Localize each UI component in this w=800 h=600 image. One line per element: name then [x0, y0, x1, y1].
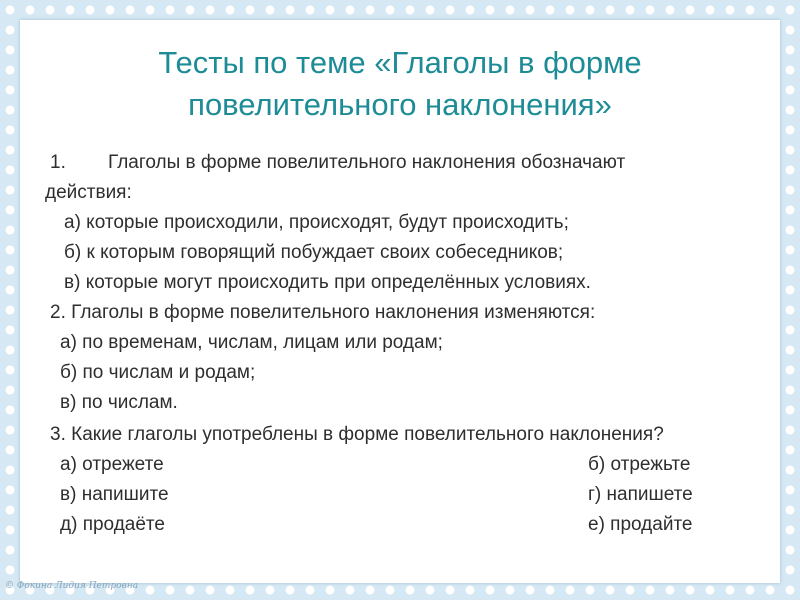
question-3: 3. Какие глаголы употреблены в форме повелительного наклонения?	[50, 424, 664, 445]
title-line-2: повелительного наклонения»	[188, 87, 612, 122]
title-line-1: Тесты по теме «Глаголы в форме	[158, 45, 642, 80]
question-2: 2. Глаголы в форме повелительного наклонения изменяются:	[50, 302, 596, 323]
question-3-option-b: б) отрежьте	[588, 454, 691, 475]
author-signature: © Фокина Лидия Петровна	[5, 581, 139, 591]
question-1-option-c: в) которые могут происходить при определённых условиях.	[64, 272, 591, 293]
question-1-number: 1.	[50, 152, 66, 173]
question-2-option-b: б) по числам и родам;	[60, 362, 256, 383]
question-1-text-continued: действия:	[45, 182, 132, 203]
question-1-text: Глаголы в форме повелительного наклонения обозначают	[108, 152, 626, 173]
question-3-option-c: в) напишите	[60, 484, 169, 505]
slide-page	[20, 20, 780, 583]
question-1	[50, 152, 625, 174]
question-1-option-a: а) которые происходили, происходят, будут происходить;	[64, 212, 569, 233]
question-3-option-e: д) продаёте	[60, 514, 165, 535]
question-3-option-d: г) напишете	[588, 484, 693, 505]
question-1-option-b: б) к которым говорящий побуждает своих собеседников;	[64, 242, 564, 263]
question-3-option-a: а) отрежете	[60, 454, 164, 475]
question-2-option-c: в) по числам.	[60, 392, 178, 413]
question-3-option-f: е) продайте	[588, 514, 693, 535]
question-2-option-a: а) по временам, числам, лицам или родам;	[60, 332, 443, 353]
slide-title	[20, 42, 780, 126]
